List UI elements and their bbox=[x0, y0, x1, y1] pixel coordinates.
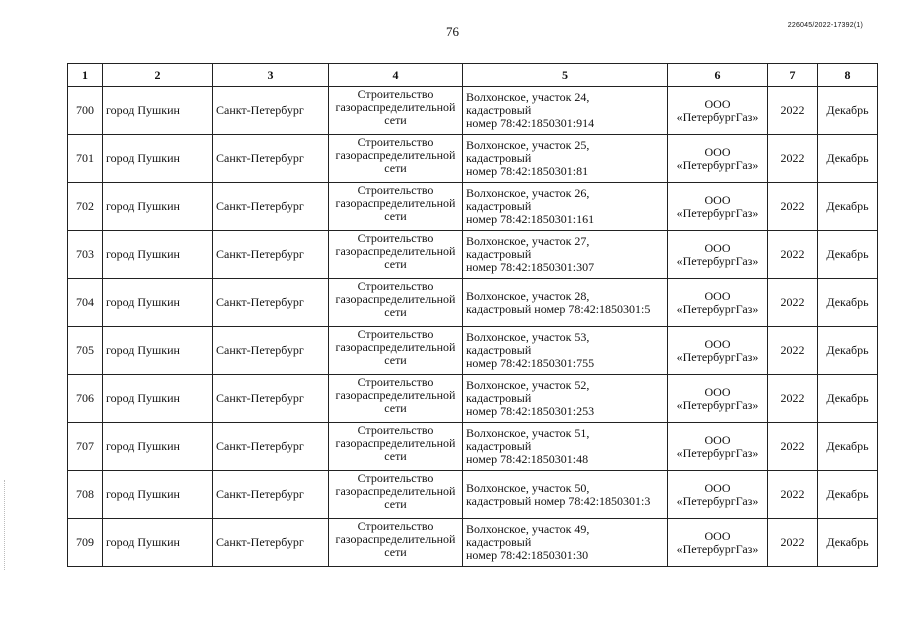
address-cell-line: кадастровый bbox=[466, 343, 532, 357]
purpose-cell-line: сети bbox=[384, 161, 407, 175]
address-cell-line: номер 78:42:1850301:755 bbox=[466, 356, 595, 370]
organization-cell bbox=[668, 327, 768, 375]
column-header: 4 bbox=[329, 64, 463, 87]
month-cell: Декабрь bbox=[818, 471, 878, 519]
purpose-cell-line: сети bbox=[384, 113, 407, 127]
document-code: 226045/2022-17392(1) bbox=[787, 22, 863, 29]
table-row bbox=[68, 87, 878, 135]
organization-cell-line: ООО bbox=[704, 528, 731, 543]
purpose-cell bbox=[329, 135, 463, 183]
purpose-cell-line: Строительство bbox=[357, 519, 434, 533]
city-cell: Санкт-Петербург bbox=[213, 231, 329, 279]
row-number: 704 bbox=[68, 279, 103, 327]
purpose-cell-line: газораспределительной bbox=[335, 484, 456, 498]
city-cell: Санкт-Петербург bbox=[213, 471, 329, 519]
organization-cell bbox=[668, 423, 768, 471]
year-cell: 2022 bbox=[768, 375, 818, 423]
address-cell-line: кадастровый bbox=[466, 151, 532, 165]
city-cell: Санкт-Петербург bbox=[213, 423, 329, 471]
place-cell: город Пушкин bbox=[103, 519, 213, 567]
organization-cell bbox=[668, 279, 768, 327]
purpose-cell-line: сети bbox=[384, 257, 407, 271]
purpose-cell-line: сети bbox=[384, 209, 407, 223]
organization-cell bbox=[668, 375, 768, 423]
month-cell: Декабрь bbox=[818, 135, 878, 183]
purpose-cell-line: газораспределительной bbox=[335, 388, 456, 402]
purpose-cell-line: газораспределительной bbox=[335, 100, 456, 114]
row-number: 707 bbox=[68, 423, 103, 471]
city-cell: Санкт-Петербург bbox=[213, 279, 329, 327]
purpose-cell-line: газораспределительной bbox=[335, 292, 456, 306]
column-header: 3 bbox=[213, 64, 329, 87]
address-cell bbox=[463, 135, 668, 183]
purpose-cell-line: Строительство bbox=[357, 423, 434, 437]
year-cell: 2022 bbox=[768, 183, 818, 231]
place-cell: город Пушкин bbox=[103, 183, 213, 231]
organization-cell bbox=[668, 519, 768, 567]
address-cell-line: Волхонское, участок 25, bbox=[466, 138, 590, 152]
register-table bbox=[67, 63, 878, 567]
month-cell: Декабрь bbox=[818, 87, 878, 135]
purpose-cell-line: Строительство bbox=[357, 87, 434, 101]
organization-cell-line: ООО bbox=[704, 384, 731, 399]
row-number: 708 bbox=[68, 471, 103, 519]
place-cell: город Пушкин bbox=[103, 423, 213, 471]
city-cell: Санкт-Петербург bbox=[213, 519, 329, 567]
column-header: 8 bbox=[818, 64, 878, 87]
address-cell bbox=[463, 231, 668, 279]
scan-margin-marks bbox=[4, 480, 6, 570]
organization-cell bbox=[668, 471, 768, 519]
purpose-cell bbox=[329, 375, 463, 423]
purpose-cell-line: Строительство bbox=[357, 231, 434, 245]
city-cell: Санкт-Петербург bbox=[213, 87, 329, 135]
address-cell-line: номер 78:42:1850301:253 bbox=[466, 404, 595, 418]
purpose-cell bbox=[329, 231, 463, 279]
organization-cell bbox=[668, 87, 768, 135]
month-cell: Декабрь bbox=[818, 375, 878, 423]
purpose-cell-line: газораспределительной bbox=[335, 196, 456, 210]
row-number: 709 bbox=[68, 519, 103, 567]
purpose-cell-line: Строительство bbox=[357, 279, 434, 293]
organization-cell-line: ООО bbox=[704, 480, 731, 495]
address-cell bbox=[463, 279, 668, 327]
purpose-cell bbox=[329, 471, 463, 519]
place-cell: город Пушкин bbox=[103, 135, 213, 183]
year-cell: 2022 bbox=[768, 519, 818, 567]
purpose-cell-line: Строительство bbox=[357, 327, 434, 341]
purpose-cell-line: газораспределительной bbox=[335, 244, 456, 258]
purpose-cell-line: сети bbox=[384, 497, 407, 511]
row-number: 700 bbox=[68, 87, 103, 135]
month-cell: Декабрь bbox=[818, 519, 878, 567]
organization-cell-line: ООО bbox=[704, 288, 731, 303]
organization-cell bbox=[668, 135, 768, 183]
year-cell: 2022 bbox=[768, 279, 818, 327]
address-cell-line: Волхонское, участок 52, bbox=[466, 378, 590, 392]
address-cell bbox=[463, 423, 668, 471]
address-cell-line: кадастровый номер 78:42:1850301:5 bbox=[466, 301, 651, 316]
address-cell bbox=[463, 183, 668, 231]
column-header: 6 bbox=[668, 64, 768, 87]
place-cell: город Пушкин bbox=[103, 87, 213, 135]
month-cell: Декабрь bbox=[818, 183, 878, 231]
column-header: 5 bbox=[463, 64, 668, 87]
organization-cell-line: «ПетербургГаз» bbox=[676, 157, 759, 172]
organization-cell bbox=[668, 231, 768, 279]
address-cell-line: номер 78:42:1850301:48 bbox=[466, 452, 589, 466]
purpose-cell bbox=[329, 87, 463, 135]
purpose-cell-line: газораспределительной bbox=[335, 436, 456, 450]
organization-cell-line: «ПетербургГаз» bbox=[676, 109, 759, 124]
header-row bbox=[68, 64, 878, 87]
table-row bbox=[68, 423, 878, 471]
address-cell-line: Волхонское, участок 51, bbox=[466, 426, 590, 440]
organization-cell-line: «ПетербургГаз» bbox=[676, 253, 759, 268]
table-row bbox=[68, 183, 878, 231]
address-cell-line: кадастровый bbox=[466, 535, 532, 549]
organization-cell-line: «ПетербургГаз» bbox=[676, 397, 759, 412]
month-cell: Декабрь bbox=[818, 423, 878, 471]
purpose-cell-line: газораспределительной bbox=[335, 340, 456, 354]
row-number: 701 bbox=[68, 135, 103, 183]
table-row bbox=[68, 231, 878, 279]
address-cell-line: Волхонское, участок 27, bbox=[466, 234, 590, 248]
purpose-cell bbox=[329, 423, 463, 471]
organization-cell-line: ООО bbox=[704, 432, 731, 447]
organization-cell-line: «ПетербургГаз» bbox=[676, 541, 759, 556]
year-cell: 2022 bbox=[768, 87, 818, 135]
address-cell-line: кадастровый bbox=[466, 391, 532, 405]
column-header: 1 bbox=[68, 64, 103, 87]
organization-cell-line: ООО bbox=[704, 96, 731, 111]
address-cell-line: Волхонское, участок 53, bbox=[466, 330, 590, 344]
purpose-cell-line: газораспределительной bbox=[335, 532, 456, 546]
address-cell-line: кадастровый bbox=[466, 247, 532, 261]
purpose-cell-line: сети bbox=[384, 449, 407, 463]
purpose-cell-line: сети bbox=[384, 545, 407, 559]
organization-cell-line: ООО bbox=[704, 240, 731, 255]
address-cell-line: кадастровый bbox=[466, 439, 532, 453]
purpose-cell bbox=[329, 279, 463, 327]
purpose-cell-line: сети bbox=[384, 305, 407, 319]
column-header: 2 bbox=[103, 64, 213, 87]
city-cell: Санкт-Петербург bbox=[213, 375, 329, 423]
table-row bbox=[68, 471, 878, 519]
place-cell: город Пушкин bbox=[103, 231, 213, 279]
month-cell: Декабрь bbox=[818, 327, 878, 375]
place-cell: город Пушкин bbox=[103, 471, 213, 519]
purpose-cell-line: Строительство bbox=[357, 135, 434, 149]
organization-cell-line: «ПетербургГаз» bbox=[676, 349, 759, 364]
address-cell-line: Волхонское, участок 49, bbox=[466, 522, 590, 536]
year-cell: 2022 bbox=[768, 135, 818, 183]
year-cell: 2022 bbox=[768, 327, 818, 375]
organization-cell-line: «ПетербургГаз» bbox=[676, 301, 759, 316]
organization-cell-line: ООО bbox=[704, 192, 731, 207]
table-row bbox=[68, 135, 878, 183]
purpose-cell-line: сети bbox=[384, 353, 407, 367]
purpose-cell bbox=[329, 183, 463, 231]
organization-cell-line: «ПетербургГаз» bbox=[676, 493, 759, 508]
address-cell bbox=[463, 519, 668, 567]
city-cell: Санкт-Петербург bbox=[213, 327, 329, 375]
address-cell-line: Волхонское, участок 24, bbox=[466, 90, 590, 104]
purpose-cell bbox=[329, 519, 463, 567]
table-row bbox=[68, 375, 878, 423]
place-cell: город Пушкин bbox=[103, 375, 213, 423]
address-cell-line: номер 78:42:1850301:161 bbox=[466, 212, 595, 226]
row-number: 702 bbox=[68, 183, 103, 231]
address-cell-line: номер 78:42:1850301:30 bbox=[466, 548, 589, 562]
address-cell-line: Волхонское, участок 26, bbox=[466, 186, 590, 200]
city-cell: Санкт-Петербург bbox=[213, 135, 329, 183]
row-number: 705 bbox=[68, 327, 103, 375]
address-cell bbox=[463, 375, 668, 423]
address-cell bbox=[463, 471, 668, 519]
purpose-cell-line: газораспределительной bbox=[335, 148, 456, 162]
purpose-cell-line: Строительство bbox=[357, 471, 434, 485]
organization-cell-line: «ПетербургГаз» bbox=[676, 205, 759, 220]
address-cell-line: кадастровый номер 78:42:1850301:3 bbox=[466, 493, 651, 508]
page-number: 76 bbox=[446, 24, 459, 39]
year-cell: 2022 bbox=[768, 423, 818, 471]
address-cell-line: кадастровый bbox=[466, 103, 532, 117]
place-cell: город Пушкин bbox=[103, 327, 213, 375]
address-cell-line: кадастровый bbox=[466, 199, 532, 213]
address-cell-line: номер 78:42:1850301:81 bbox=[466, 164, 589, 178]
address-cell-line: номер 78:42:1850301:307 bbox=[466, 260, 595, 274]
row-number: 703 bbox=[68, 231, 103, 279]
address-cell-line: номер 78:42:1850301:914 bbox=[466, 116, 595, 130]
organization-cell-line: «ПетербургГаз» bbox=[676, 445, 759, 460]
table-row bbox=[68, 327, 878, 375]
city-cell: Санкт-Петербург bbox=[213, 183, 329, 231]
table-row bbox=[68, 279, 878, 327]
row-number: 706 bbox=[68, 375, 103, 423]
table-row bbox=[68, 519, 878, 567]
month-cell: Декабрь bbox=[818, 231, 878, 279]
year-cell: 2022 bbox=[768, 471, 818, 519]
table-body bbox=[68, 87, 878, 567]
purpose-cell-line: Строительство bbox=[357, 183, 434, 197]
address-cell-line: Волхонское, участок 28, bbox=[466, 288, 590, 303]
address-cell bbox=[463, 327, 668, 375]
year-cell: 2022 bbox=[768, 231, 818, 279]
purpose-cell-line: сети bbox=[384, 401, 407, 415]
organization-cell-line: ООО bbox=[704, 144, 731, 159]
column-header: 7 bbox=[768, 64, 818, 87]
organization-cell-line: ООО bbox=[704, 336, 731, 351]
address-cell-line: Волхонское, участок 50, bbox=[466, 480, 590, 495]
organization-cell bbox=[668, 183, 768, 231]
address-cell bbox=[463, 87, 668, 135]
month-cell: Декабрь bbox=[818, 279, 878, 327]
purpose-cell bbox=[329, 327, 463, 375]
place-cell: город Пушкин bbox=[103, 279, 213, 327]
purpose-cell-line: Строительство bbox=[357, 375, 434, 389]
